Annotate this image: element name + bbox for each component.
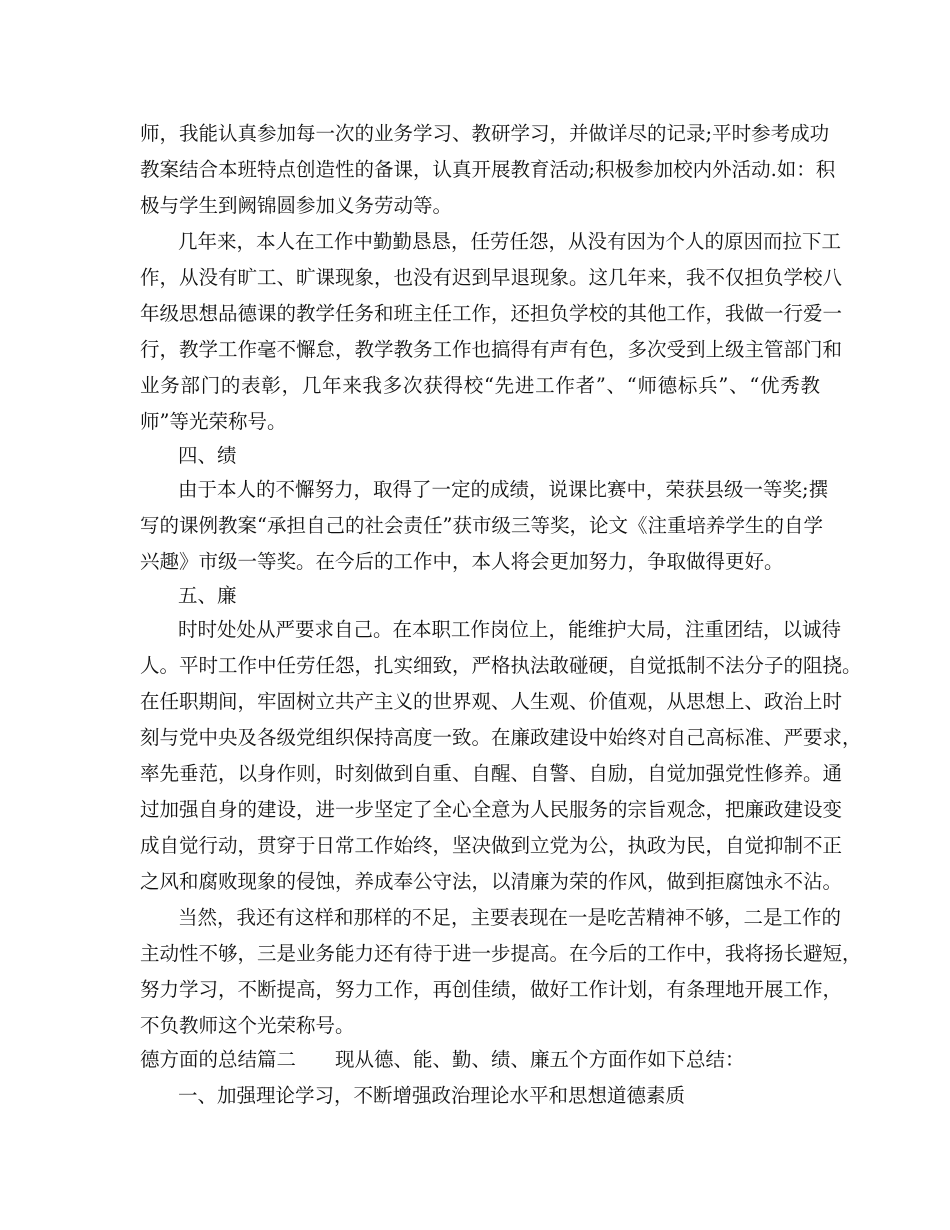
text-line: 过加强自身的建设，进一步坚定了全心全意为人民服务的宗旨观念，把廉政建设变 xyxy=(140,798,843,821)
text-line: 兴趣》市级一等奖。在今后的工作中，本人将会更加努力，争取做得更好。 xyxy=(140,550,784,573)
text-line: 在任职期间，牢固树立共产主义的世界观、人生观、价值观，从思想上、政治上时 xyxy=(140,690,843,713)
text-line: 行，教学工作毫不懈怠，教学教务工作也搞得有声有色，多次受到上级主管部门和 xyxy=(140,338,843,361)
text-line: 主动性不够，三是业务能力还有待于进一步提高。在今后的工作中，我将扬长避短， xyxy=(140,942,862,965)
section-heading: 四、绩 xyxy=(178,444,237,467)
text-line: 人。平时工作中任劳任怨，扎实细致，严格执法敢碰硬，自觉抵制不法分子的阻挠。 xyxy=(140,654,862,677)
text-line: 之风和腐败现象的侵蚀，养成奉公守法，以清廉为荣的作风，做到拒腐蚀永不沾。 xyxy=(140,870,843,893)
text-line: 年级思想品德课的教学任务和班主任工作，还担负学校的其他工作，我做一行爱一 xyxy=(140,302,843,325)
text-line: 刻与党中央及各级党组织保持高度一致。在廉政建设中始终对自己高标准、严要求， xyxy=(140,726,862,749)
text-line: 不负教师这个光荣称号。 xyxy=(140,1014,355,1037)
text-line: 率先垂范，以身作则，时刻做到自重、自醒、自警、自励，自觉加强党性修养。通 xyxy=(140,762,843,785)
text-line: 业务部门的表彰，几年来我多次获得校“先进工作者”、“师德标兵”、“优秀教 xyxy=(140,374,820,397)
paragraph-start: 几年来，本人在工作中勤勤恳恳，任劳任怨，从没有因为个人的原因而拉下工 xyxy=(178,230,842,253)
text-line: 成自觉行动，贯穿于日常工作始终，坚决做到立党为公，执政为民，自觉抑制不正 xyxy=(140,834,843,857)
paragraph-start: 由于本人的不懈努力，取得了一定的成绩，说课比赛中，荣获县级一等奖;撰 xyxy=(178,478,829,501)
text-line: 努力学习，不断提高，努力工作，再创佳绩，做好工作计划，有条理地开展工作， xyxy=(140,978,843,1001)
article-title-line: 德方面的总结篇二 现从德、能、勤、绩、廉五个方面作如下总结： xyxy=(140,1048,745,1071)
paragraph-start: 时时处处从严要求自己。在本职工作岗位上，能维护大局，注重团结，以诚待 xyxy=(178,618,842,641)
text-line: 作，从没有旷工、旷课现象，也没有迟到早退现象。这几年来，我不仅担负学校八 xyxy=(140,266,843,289)
section-heading: 五、廉 xyxy=(178,584,237,607)
text-line: 写的课例教案“承担自己的社会责任”获市级三等奖，论文《注重培养学生的自学 xyxy=(140,514,823,537)
section-heading: 一、加强理论学习，不断增强政治理论水平和思想道德素质 xyxy=(178,1084,686,1107)
text-line: 师”等光荣称号。 xyxy=(140,410,287,433)
text-line: 师，我能认真参加每一次的业务学习、教研学习，并做详尽的记录;平时参考成功 xyxy=(140,122,830,145)
text-line: 极与学生到阙锦圆参加义务劳动等。 xyxy=(140,194,453,217)
text-line: 教案结合本班特点创造性的备课，认真开展教育活动;积极参加校内外活动.如：积 xyxy=(140,158,836,181)
paragraph-start: 当然，我还有这样和那样的不足，主要表现在一是吃苦精神不够，二是工作的 xyxy=(178,906,842,929)
